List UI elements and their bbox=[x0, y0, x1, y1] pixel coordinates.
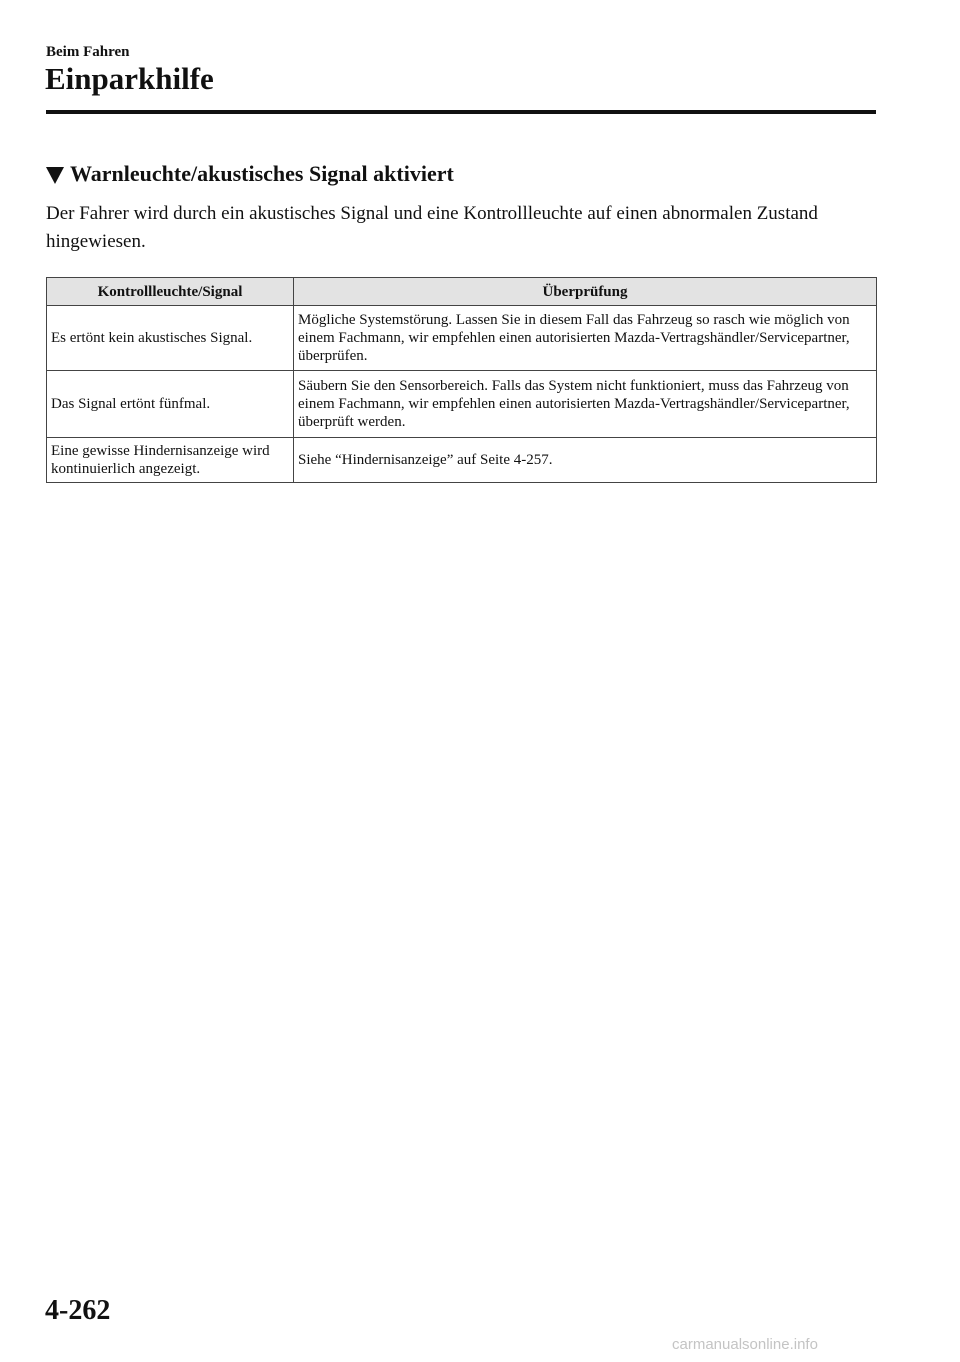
breadcrumb: Beim Fahren bbox=[46, 44, 130, 60]
triangle-down-icon bbox=[46, 167, 64, 184]
title-divider bbox=[46, 110, 876, 114]
table-cell-check: Mögliche Systemstörung. Lassen Sie in diesem Fall das Fahrzeug so rasch wie möglich von einem Fachmann, wir empfehlen einen autorisierten Mazda-Vertragshändler/Servicepartner, überprüfen. bbox=[294, 306, 877, 371]
watermark-text: carmanualsonline.info bbox=[672, 1336, 818, 1353]
table-row bbox=[47, 306, 877, 371]
table-row bbox=[47, 438, 877, 483]
page-number: 4-262 bbox=[45, 1295, 111, 1326]
table-row bbox=[47, 371, 877, 438]
column-header-check: Überprüfung bbox=[294, 278, 877, 306]
table-cell-signal: Eine gewisse Hindernisanzeige wird kontinuierlich angezeigt. bbox=[47, 438, 294, 483]
intro-paragraph: Der Fahrer wird durch ein akustisches Signal und eine Kontrollleuchte auf einen abnormalen Zustand hingewiesen. bbox=[46, 203, 818, 252]
section-heading bbox=[46, 160, 454, 188]
table-cell-signal: Das Signal ertönt fünfmal. bbox=[47, 371, 294, 438]
column-header-signal: Kontrollleuchte/Signal bbox=[47, 278, 294, 306]
section-heading-text: Warnleuchte/akustisches Signal aktiviert bbox=[70, 161, 454, 186]
table-header-row bbox=[47, 278, 877, 306]
table-cell-check: Säubern Sie den Sensorbereich. Falls das System nicht funktioniert, muss das Fahrzeug von einem Fachmann, wir empfehlen einen autorisierten Mazda-Vertragshändler/Servicepartner, überprüft werden. bbox=[294, 371, 877, 438]
warning-table bbox=[46, 277, 877, 483]
table-cell-signal: Es ertönt kein akustisches Signal. bbox=[47, 306, 294, 371]
page-title: Einparkhilfe bbox=[45, 61, 214, 96]
table-cell-check: Siehe “Hindernisanzeige” auf Seite 4-257. bbox=[294, 438, 877, 483]
